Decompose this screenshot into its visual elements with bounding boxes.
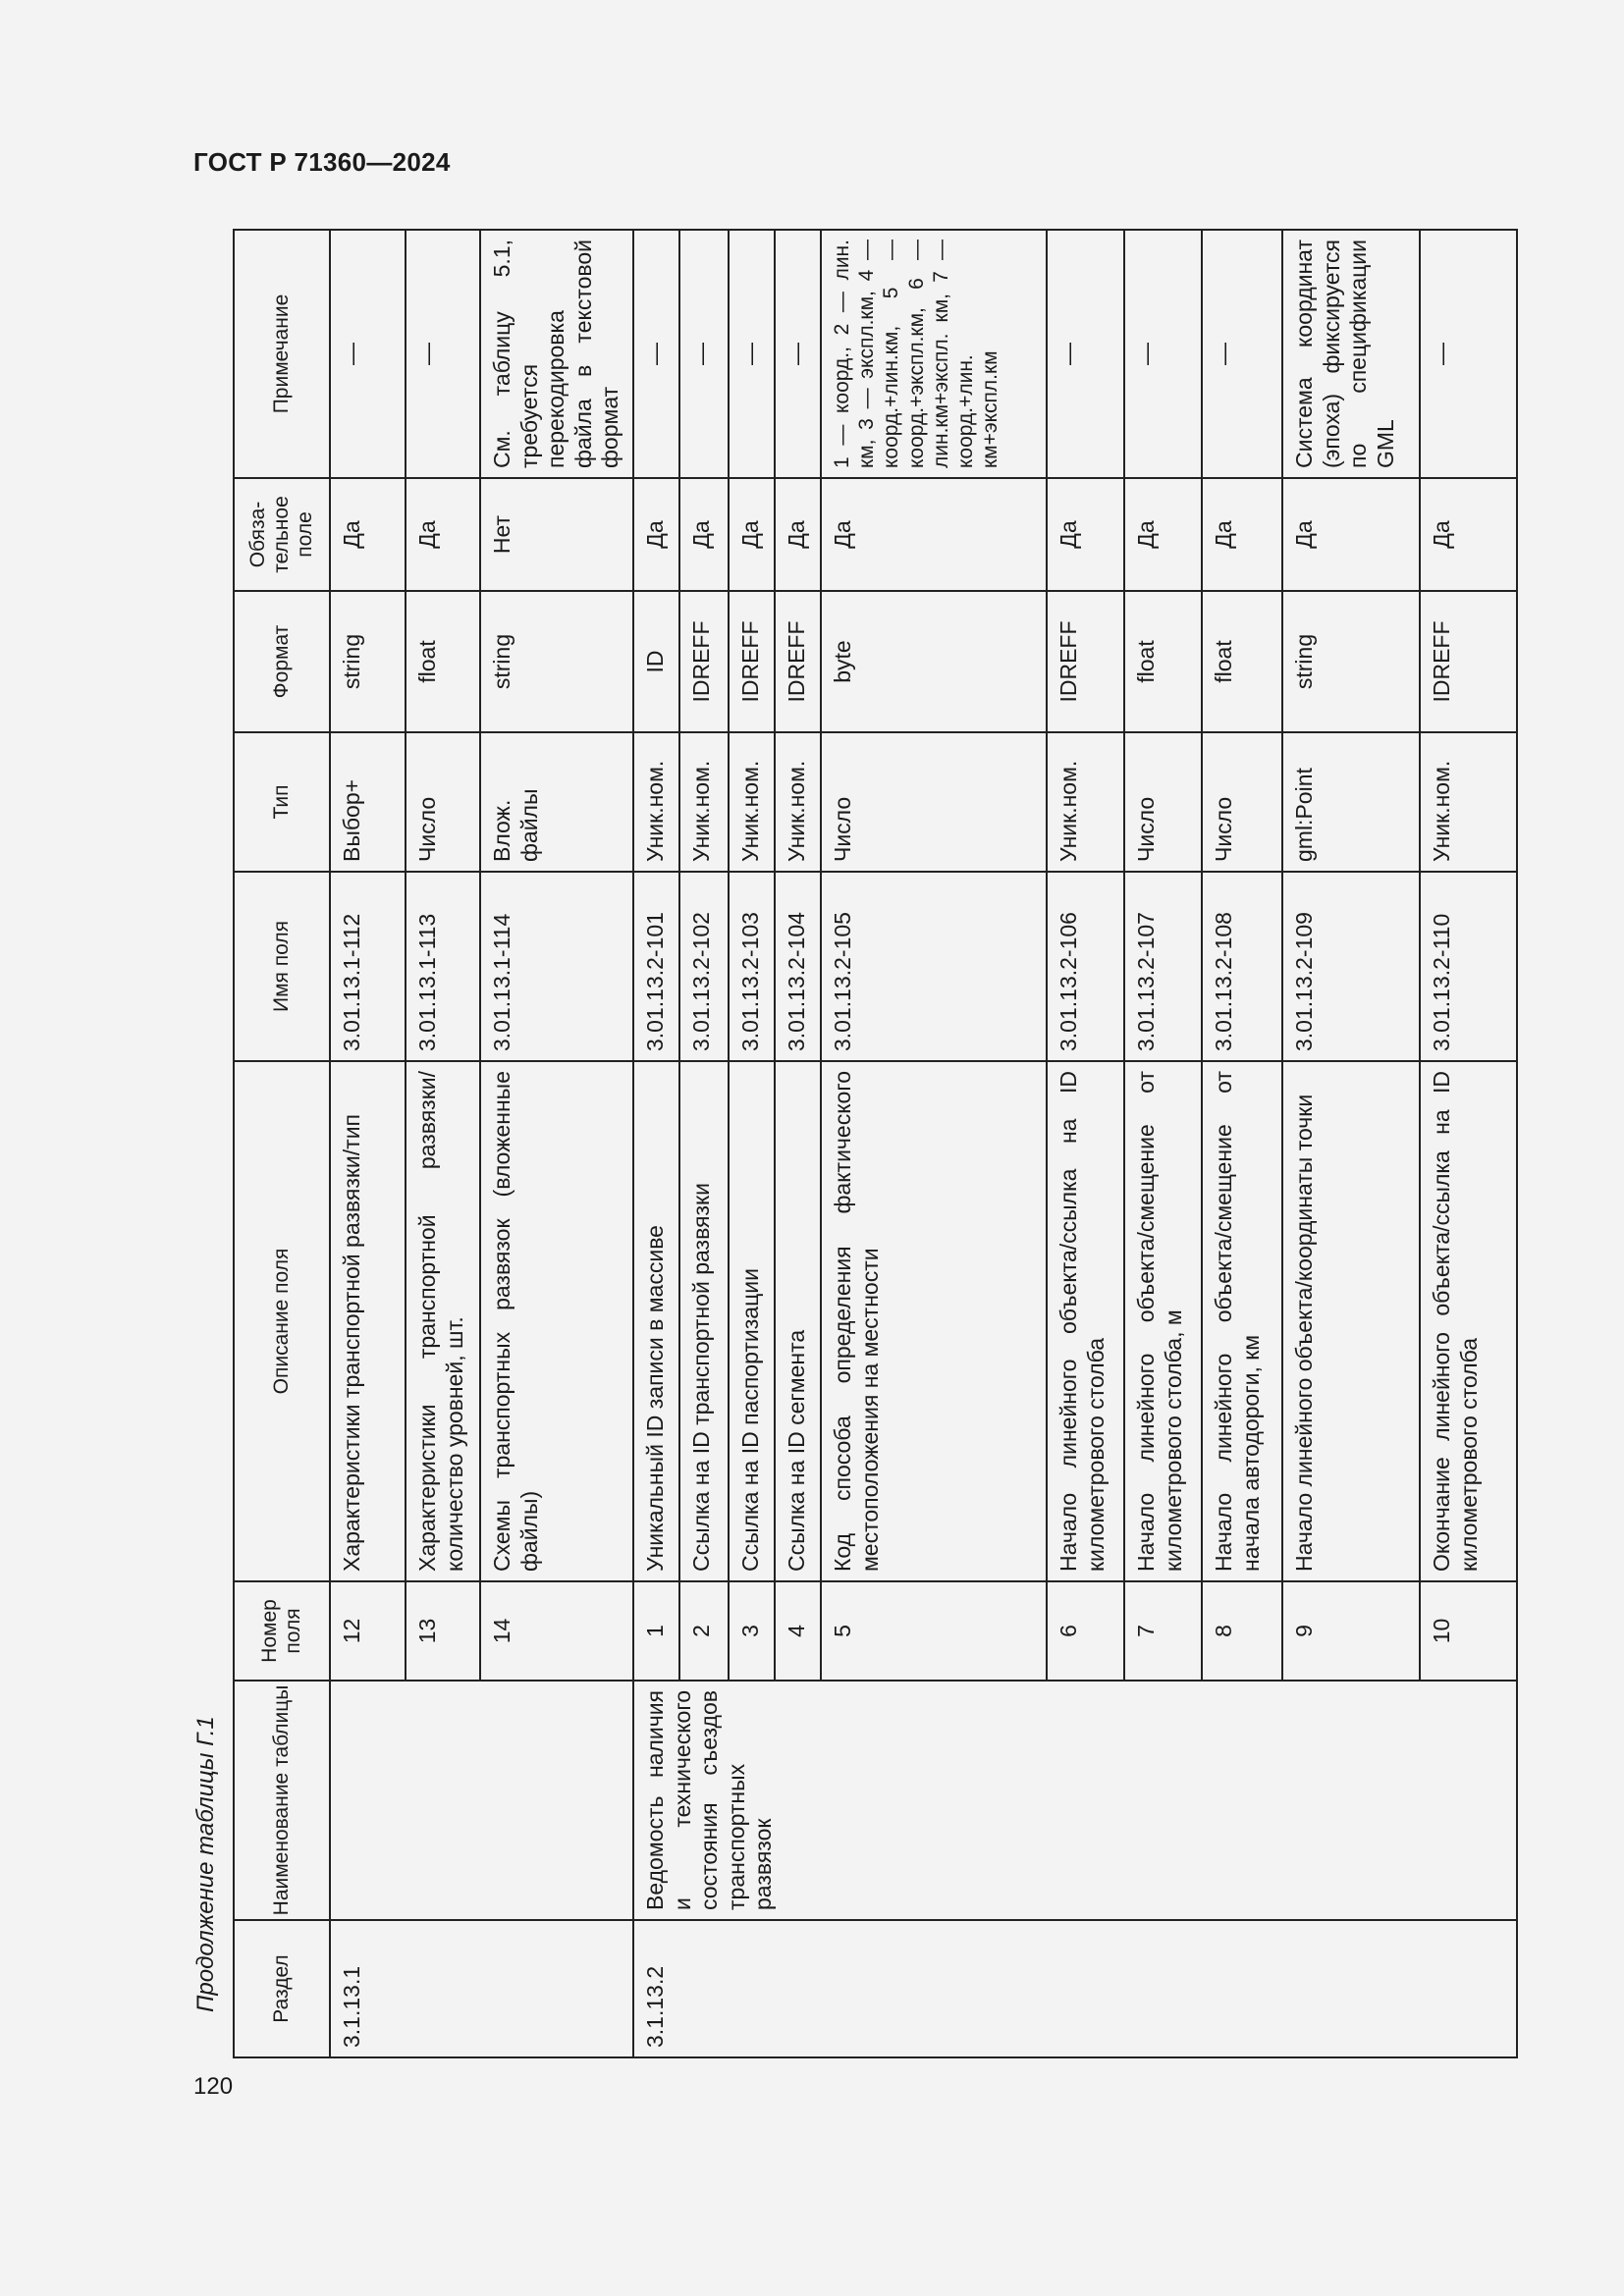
note-cell: — — [1124, 230, 1202, 478]
format-cell: string — [480, 591, 633, 732]
description-cell: Код способа определения фактического местоположения на местности — [821, 1061, 1047, 1581]
type-cell: Число — [821, 732, 1047, 872]
format-cell: IDREFF — [679, 591, 729, 732]
field-name-cell: 3.01.13.2-102 — [679, 872, 729, 1061]
table-header-row — [234, 230, 330, 2057]
description-cell: Ссылка на ID сегмента — [775, 1061, 821, 1581]
col-header-section: Раздел — [234, 1920, 330, 2057]
required-cell: Да — [633, 478, 679, 591]
description-cell: Ссылка на ID паспортизации — [729, 1061, 775, 1581]
type-cell: Уник.ном. — [729, 732, 775, 872]
note-cell: — — [1047, 230, 1124, 478]
field-number-cell: 7 — [1124, 1581, 1202, 1681]
field-number-cell: 12 — [330, 1581, 406, 1681]
field-name-cell: 3.01.13.2-108 — [1202, 872, 1282, 1061]
table-caption: Продолжение таблицы Г.1 — [192, 1716, 219, 2012]
field-number-cell: 1 — [633, 1581, 679, 1681]
format-cell: IDREFF — [729, 591, 775, 732]
page-number: 120 — [193, 2073, 234, 2100]
description-cell: Уникальный ID записи в массиве — [633, 1061, 679, 1581]
col-header-required: Обяза-тельное поле — [234, 478, 330, 591]
type-cell: Уник.ном. — [633, 732, 679, 872]
field-name-cell: 3.01.13.2-103 — [729, 872, 775, 1061]
col-header-description: Описание поля — [234, 1061, 330, 1581]
format-cell: byte — [821, 591, 1047, 732]
field-number-cell: 13 — [406, 1581, 480, 1681]
field-name-cell: 3.01.13.2-107 — [1124, 872, 1202, 1061]
type-cell: Уник.ном. — [679, 732, 729, 872]
note-cell: — — [679, 230, 729, 478]
required-cell: Да — [729, 478, 775, 591]
field-number-cell: 14 — [480, 1581, 633, 1681]
rotated-table-container — [233, 231, 1497, 2058]
required-cell: Да — [1282, 478, 1420, 591]
field-name-cell: 3.01.13.2-101 — [633, 872, 679, 1061]
field-number-cell: 9 — [1282, 1581, 1420, 1681]
fields-table — [233, 229, 1518, 2058]
type-cell: Число — [406, 732, 480, 872]
format-cell: IDREFF — [1420, 591, 1517, 732]
format-cell: float — [1124, 591, 1202, 732]
type-cell: Уник.ном. — [1420, 732, 1517, 872]
table-name-cell: Ведомость наличия и технического состояния съездов транспортных развязок — [633, 1681, 1517, 1920]
field-number-cell: 3 — [729, 1581, 775, 1681]
required-cell: Да — [1047, 478, 1124, 591]
field-number-cell: 5 — [821, 1581, 1047, 1681]
required-cell: Да — [821, 478, 1047, 591]
description-cell: Ссылка на ID транспортной развязки — [679, 1061, 729, 1581]
note-cell: — — [1202, 230, 1282, 478]
field-name-cell: 3.01.13.2-110 — [1420, 872, 1517, 1061]
col-header-type: Тип — [234, 732, 330, 872]
field-name-cell: 3.01.13.2-105 — [821, 872, 1047, 1061]
format-cell: string — [1282, 591, 1420, 732]
required-cell: Нет — [480, 478, 633, 591]
required-cell: Да — [1124, 478, 1202, 591]
description-cell: Характеристики транспортной развязки/тип — [330, 1061, 406, 1581]
note-cell: См. таблицу 5.1, требуется перекодировка файла в текстовой формат — [480, 230, 633, 478]
format-cell: float — [406, 591, 480, 732]
description-cell: Схемы транспортных развязок (вложенные файлы) — [480, 1061, 633, 1581]
required-cell: Да — [330, 478, 406, 591]
required-cell: Да — [1202, 478, 1282, 591]
description-cell: Начало линейного объекта/смещение от начала автодороги, км — [1202, 1061, 1282, 1581]
required-cell: Да — [406, 478, 480, 591]
field-name-cell: 3.01.13.1-112 — [330, 872, 406, 1061]
field-number-cell: 10 — [1420, 1581, 1517, 1681]
section-cell: 3.1.13.2 — [633, 1920, 1517, 2057]
field-number-cell: 6 — [1047, 1581, 1124, 1681]
description-cell: Начало линейного объекта/ссылка на ID километрового столба — [1047, 1061, 1124, 1581]
note-cell: — — [330, 230, 406, 478]
field-number-cell: 4 — [775, 1581, 821, 1681]
document-code: ГОСТ Р 71360—2024 — [193, 147, 451, 177]
description-cell: Окончание линейного объекта/ссылка на ID километрового столба — [1420, 1061, 1517, 1581]
section-cell: 3.1.13.1 — [330, 1920, 633, 2057]
type-cell: Уник.ном. — [1047, 732, 1124, 872]
format-cell: IDREFF — [1047, 591, 1124, 732]
table-row — [330, 230, 406, 2057]
note-cell: — — [775, 230, 821, 478]
note-cell: — — [633, 230, 679, 478]
table-row — [633, 230, 679, 2057]
required-cell: Да — [775, 478, 821, 591]
format-cell: ID — [633, 591, 679, 732]
col-header-table-name: Наименование таблицы — [234, 1681, 330, 1920]
format-cell: float — [1202, 591, 1282, 732]
col-header-field-name: Имя поля — [234, 872, 330, 1061]
description-cell: Начало линейного объекта/координаты точки — [1282, 1061, 1420, 1581]
description-cell: Характеристики транспортной развязки/количество уровней, шт. — [406, 1061, 480, 1581]
required-cell: Да — [1420, 478, 1517, 591]
field-name-cell: 3.01.13.1-114 — [480, 872, 633, 1061]
field-number-cell: 2 — [679, 1581, 729, 1681]
field-name-cell: 3.01.13.1-113 — [406, 872, 480, 1061]
type-cell: Влож. файлы — [480, 732, 633, 872]
note-cell: Система координат (эпоха) фиксируется по спецификации GML — [1282, 230, 1420, 478]
description-cell: Начало линейного объекта/смещение от километрового столба, м — [1124, 1061, 1202, 1581]
field-name-cell: 3.01.13.2-106 — [1047, 872, 1124, 1061]
field-name-cell: 3.01.13.2-109 — [1282, 872, 1420, 1061]
type-cell: Уник.ном. — [775, 732, 821, 872]
type-cell: gml:Point — [1282, 732, 1420, 872]
field-name-cell: 3.01.13.2-104 — [775, 872, 821, 1061]
type-cell: Число — [1202, 732, 1282, 872]
col-header-format: Формат — [234, 591, 330, 732]
type-cell: Число — [1124, 732, 1202, 872]
note-cell: — — [406, 230, 480, 478]
required-cell: Да — [679, 478, 729, 591]
format-cell: IDREFF — [775, 591, 821, 732]
format-cell: string — [330, 591, 406, 732]
note-cell: — — [1420, 230, 1517, 478]
table-name-cell — [330, 1681, 633, 1920]
col-header-field-number: Номер поля — [234, 1581, 330, 1681]
col-header-note: Примечание — [234, 230, 330, 478]
type-cell: Выбор+ — [330, 732, 406, 872]
note-cell: 1 — коорд., 2 — лин. км, 3 — экспл.км, 4 — коорд.+лин.км, 5 — коорд.+экспл.км, 6 — лин.км+экспл. км, 7 — коорд.+лин. км+экспл.км — [821, 230, 1047, 478]
field-number-cell: 8 — [1202, 1581, 1282, 1681]
note-cell: — — [729, 230, 775, 478]
